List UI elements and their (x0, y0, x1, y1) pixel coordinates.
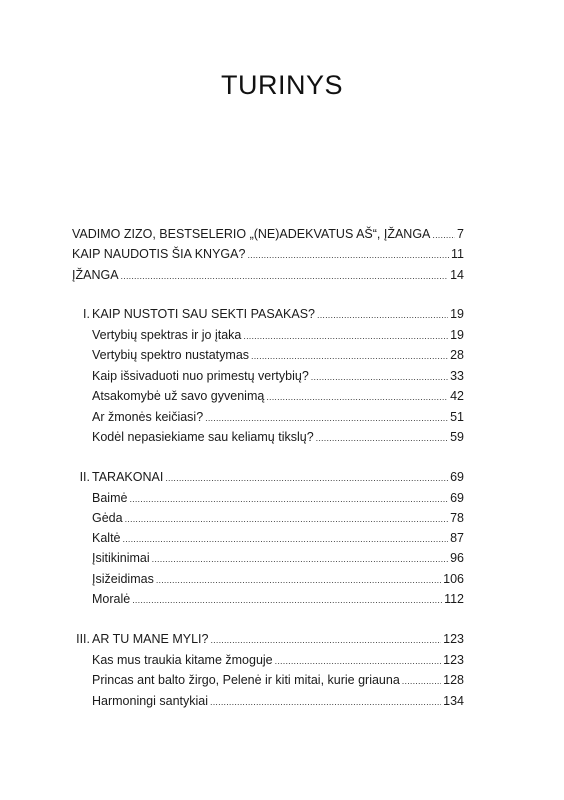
toc-entry-label: Gėda (92, 511, 123, 525)
toc-entry-label: Vertybių spektras ir jo įtaka (92, 328, 242, 342)
toc-entry-label: Įsižeidimas (92, 572, 154, 586)
toc-entry-foreword[interactable] (72, 226, 464, 243)
dot-leader (210, 632, 441, 648)
dot-leader (125, 511, 449, 527)
toc-entry[interactable] (92, 368, 464, 385)
toc-entry-page: 19 (450, 328, 464, 342)
toc-entry-page: 7 (457, 227, 464, 241)
toc-entry-label: VADIMO ZIZO, BESTSELERIO „(NE)ADEKVATUS AŠ“, ĮŽANGA (72, 227, 431, 241)
toc-entry[interactable] (92, 530, 464, 547)
toc-entry[interactable] (92, 388, 464, 405)
dot-leader (432, 227, 455, 243)
dot-leader (123, 531, 449, 547)
dot-leader (243, 328, 448, 344)
toc-entry-label: Ar žmonės keičiasi? (92, 410, 204, 424)
toc-entry-label: Moralė (92, 592, 131, 606)
dot-leader (121, 268, 449, 284)
toc-entry[interactable] (92, 510, 464, 527)
dot-leader (247, 247, 449, 263)
dot-leader (152, 551, 448, 567)
toc-entry-page: 11 (451, 247, 464, 261)
dot-leader (132, 592, 442, 608)
toc-part-page: 19 (450, 307, 464, 321)
toc-entry[interactable] (92, 571, 464, 588)
toc-entry-page: 123 (443, 653, 464, 667)
toc-entry-label: Įsitikinimai (92, 551, 150, 565)
toc-entry-introduction[interactable] (72, 267, 464, 284)
toc-entry-page: 14 (450, 268, 464, 282)
part-number: II. (79, 470, 90, 484)
page-title: TURINYS (220, 70, 343, 100)
toc-entry-label: Baimė (92, 491, 128, 505)
toc-entry-page: 51 (450, 410, 464, 424)
toc-entry[interactable] (92, 652, 464, 669)
toc-part-label: KAIP NUSTOTI SAU SEKTI PASAKAS? (92, 307, 315, 321)
part-number: I. (83, 307, 90, 321)
dot-leader (317, 307, 448, 323)
toc-part-label: TARAKONAI (92, 470, 164, 484)
dot-leader (251, 348, 448, 364)
toc-entry[interactable] (92, 693, 464, 710)
toc-part-1[interactable] (92, 306, 464, 323)
toc-entry-page: 28 (450, 348, 464, 362)
toc-entry-page: 134 (443, 694, 464, 708)
toc-entry-label: KAIP NAUDOTIS ŠIA KNYGA? (72, 247, 246, 261)
dot-leader (266, 389, 448, 405)
toc-part-page: 123 (443, 632, 464, 646)
toc-part-2[interactable] (92, 469, 464, 486)
toc-entry[interactable] (92, 490, 464, 507)
dot-leader (316, 430, 448, 446)
toc-entry-page: 106 (443, 572, 464, 586)
toc-entry-label: Kaip išsivaduoti nuo primestų vertybių? (92, 369, 309, 383)
toc-entry[interactable] (92, 591, 464, 608)
toc-entry-page: 78 (450, 511, 464, 525)
toc-entry-label: ĮŽANGA (72, 268, 119, 282)
dot-leader (129, 491, 448, 507)
toc-entry-how-to-use[interactable] (72, 246, 464, 263)
toc-entry-page: 33 (450, 369, 464, 383)
toc-entry-page: 96 (450, 551, 464, 565)
toc-entry[interactable] (92, 327, 464, 344)
dot-leader (402, 673, 441, 689)
toc-entry-page: 42 (450, 389, 464, 403)
toc-entry-page: 59 (450, 430, 464, 444)
toc-entry-label: Vertybių spektro nustatymas (92, 348, 250, 362)
toc-entry[interactable] (92, 550, 464, 567)
dot-leader (275, 653, 442, 669)
toc-entry-label: Atsakomybė už savo gyvenimą (92, 389, 265, 403)
toc-entry[interactable] (92, 347, 464, 364)
toc-part-page: 69 (450, 470, 464, 484)
toc-entry-page: 128 (443, 673, 464, 687)
toc-entry[interactable] (92, 429, 464, 446)
toc-entry-page: 69 (450, 491, 464, 505)
toc-part-label: AR TU MANE MYLI? (92, 632, 209, 646)
toc-entry[interactable] (92, 409, 464, 426)
dot-leader (165, 470, 448, 486)
toc-entry[interactable] (92, 672, 464, 689)
toc-part-3[interactable] (92, 631, 464, 648)
dot-leader (156, 572, 441, 588)
dot-leader (205, 410, 448, 426)
toc-entry-page: 112 (444, 592, 464, 606)
toc-entry-label: Princas ant balto žirgo, Pelenė ir kiti mitai, kurie griauna (92, 673, 400, 687)
toc-entry-label: Kas mus traukia kitame žmoguje (92, 653, 273, 667)
toc-entry-label: Kaltė (92, 531, 121, 545)
toc-entry-label: Harmoningi santykiai (92, 694, 209, 708)
toc-entry-page: 87 (450, 531, 464, 545)
dot-leader (311, 369, 448, 385)
dot-leader (210, 694, 441, 710)
toc-entry-label: Kodėl nepasiekiame sau keliamų tikslų? (92, 430, 314, 444)
part-number: III. (76, 632, 90, 646)
